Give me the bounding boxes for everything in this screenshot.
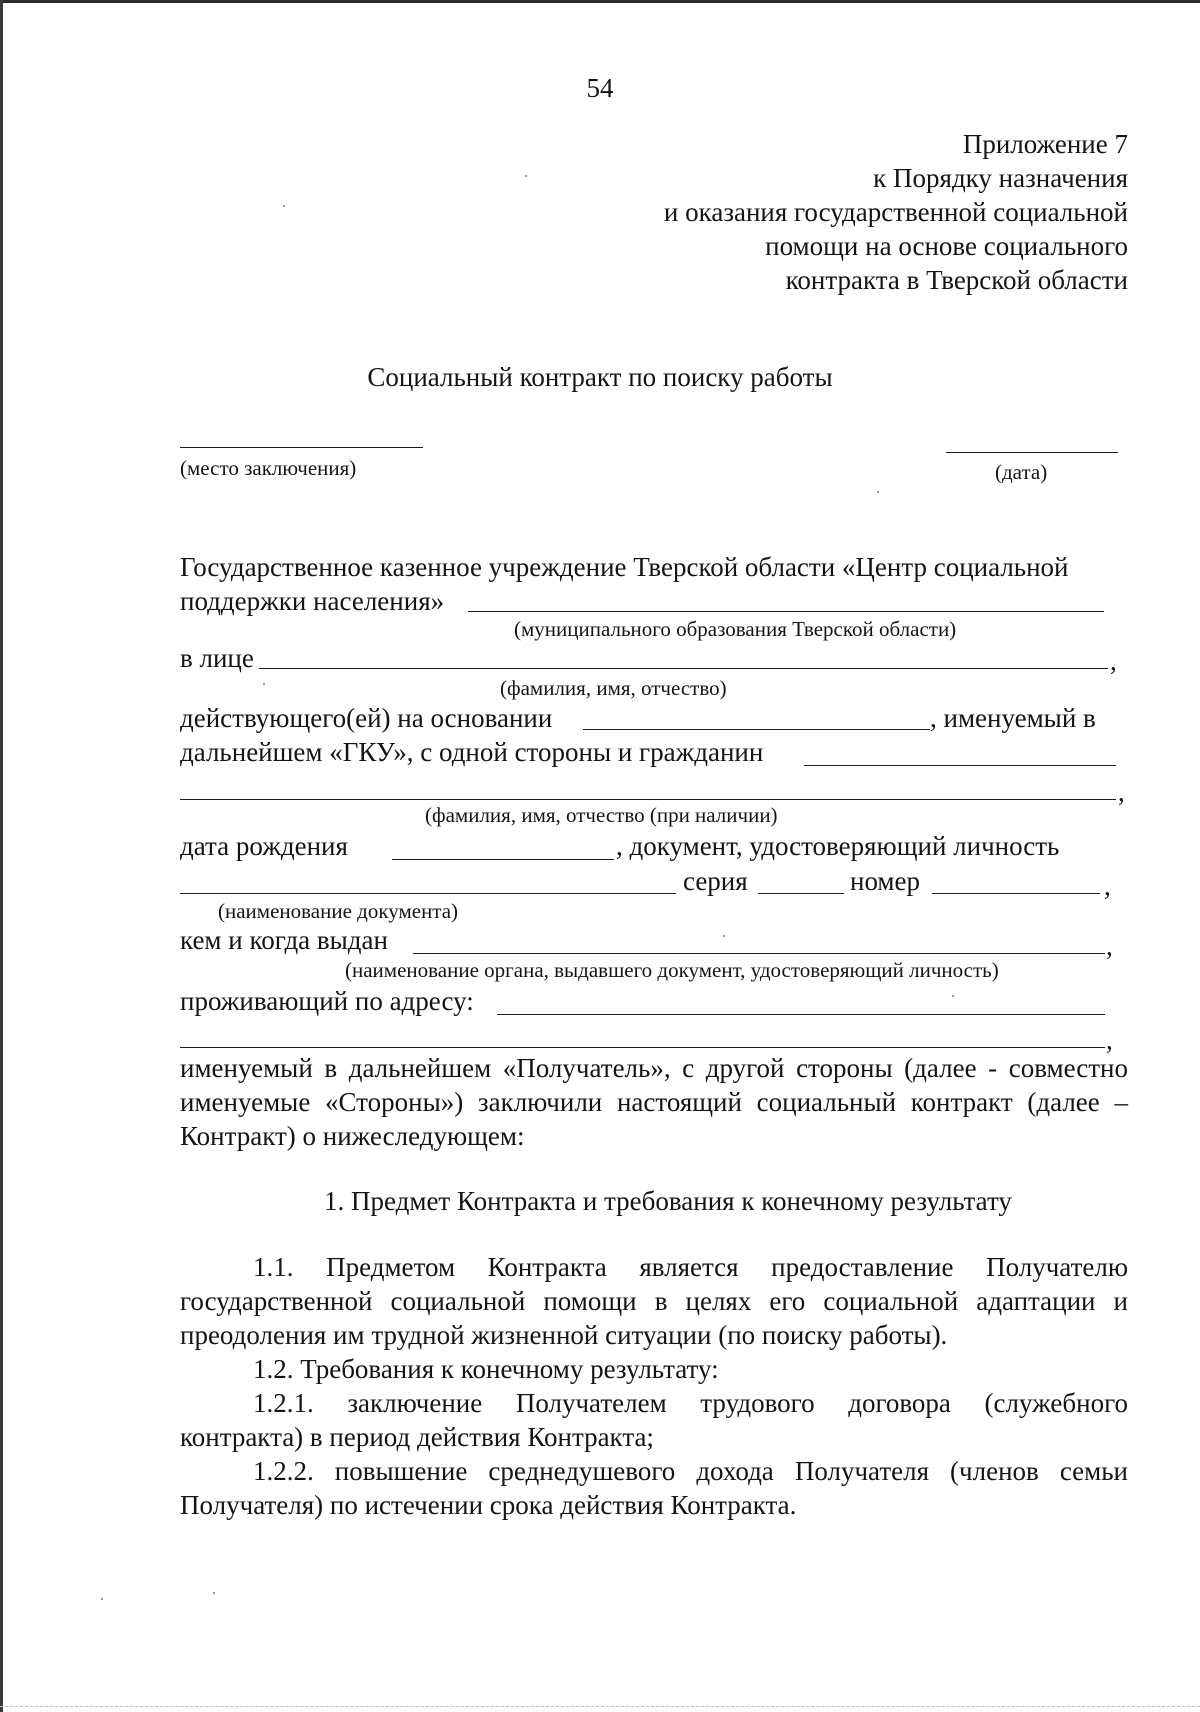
appendix-line-5: контракта в Тверской области [785, 265, 1128, 295]
hint-municipality: (муниципального образования Тверской области) [514, 617, 957, 641]
document-name-blank [180, 893, 676, 894]
p1-2-1-line-2: контракта) в период действия Контракта; [180, 1422, 654, 1452]
acting-basis-label: действующего(ей) на основании [180, 703, 553, 733]
intro-line-1: именуемый в дальнейшем «Получатель», с другой стороны (далее - совместно [180, 1053, 1128, 1083]
citizen-blank [804, 765, 1116, 766]
named-label: , именуемый в [930, 703, 1096, 733]
address-blank [497, 1014, 1105, 1015]
scan-speck [952, 995, 954, 997]
comma: , [1106, 931, 1113, 961]
document-title: Социальный контракт по поиску работы [367, 362, 833, 392]
birth-date-label: дата рождения [180, 831, 348, 861]
p1-2-1-line-1: 1.2.1. заключение Получателем трудового договора (служебного [253, 1388, 1128, 1418]
page-number: 54 [586, 73, 614, 103]
scan-edge-bottom [0, 1706, 1200, 1707]
place-blank [180, 447, 423, 448]
appendix-line-2: к Порядку назначения [873, 163, 1128, 193]
municipality-blank [468, 611, 1104, 612]
hint-fio: (фамилия, имя, отчество) [500, 676, 727, 700]
number-blank [932, 893, 1100, 894]
issued-by-blank [413, 953, 1105, 954]
scan-edge-left [0, 0, 3, 1712]
address-label: проживающий по адресу: [180, 986, 474, 1016]
series-label: серия [683, 866, 748, 896]
address-blank-2 [180, 1047, 1105, 1048]
citizen-name-blank [180, 799, 1116, 800]
number-label: номер [850, 866, 921, 896]
scan-speck [877, 491, 879, 493]
appendix-line-4: помощи на основе социального [765, 231, 1128, 261]
scan-speck [213, 1592, 215, 1594]
comma: , [1106, 1025, 1113, 1055]
scan-speck [723, 935, 725, 937]
scan-speck [263, 683, 265, 685]
series-blank [758, 893, 844, 894]
basis-blank [583, 729, 930, 730]
org-line-2: поддержки населения» [180, 586, 445, 616]
document-id-label: , документ, удостоверяющий личность [616, 831, 1060, 861]
p1-1-line-3: преодоления им трудной жизненной ситуации (по поиску работы). [180, 1320, 948, 1350]
comma: , [1104, 871, 1111, 901]
date-blank [946, 452, 1118, 453]
hint-document: (наименование документа) [218, 899, 459, 923]
p1-1-line-1: 1.1. Предметом Контракта является предоставление Получателю [253, 1252, 1128, 1282]
appendix-line-1: Приложение 7 [962, 129, 1128, 159]
birth-date-blank [392, 859, 614, 860]
gku-citizen-label: дальнейшем «ГКУ», с одной стороны и гражданин [180, 737, 764, 767]
represented-label: в лице [180, 643, 254, 673]
appendix-line-3: и оказания государственной социальной [663, 197, 1128, 227]
scan-speck [525, 175, 527, 177]
p1-2-2-line-1: 1.2.2. повышение среднедушевого дохода Получателя (членов семьи [253, 1456, 1128, 1486]
place-label: (место заключения) [180, 456, 357, 480]
intro-line-2: именуемые «Стороны») заключили настоящий социальный контракт (далее – [180, 1087, 1128, 1117]
comma: , [1118, 777, 1125, 807]
section-1-title: 1. Предмет Контракта и требования к конечному результату [324, 1186, 1012, 1216]
issued-by-label: кем и когда выдан [180, 925, 388, 955]
p1-2: 1.2. Требования к конечному результату: [253, 1354, 719, 1384]
representative-blank [259, 668, 1108, 669]
scan-speck [283, 205, 285, 207]
intro-line-3: Контракт) о нижеследующем: [180, 1121, 525, 1151]
p1-2-2-line-2: Получателя) по истечении срока действия Контракта. [180, 1490, 797, 1520]
p1-1-line-2: государственной социальной помощи в целях его социальной адаптации и [180, 1286, 1128, 1316]
hint-issuer: (наименование органа, выдавшего документ, удостоверяющий личность) [345, 958, 999, 982]
comma: , [1110, 646, 1117, 676]
scan-edge-top [0, 0, 1200, 3]
date-label: (дата) [995, 460, 1048, 484]
scan-speck [101, 1598, 103, 1600]
hint-fio-optional: (фамилия, имя, отчество (при наличии) [425, 803, 778, 827]
org-line-1: Государственное казенное учреждение Тверской области «Центр социальной [180, 552, 1069, 582]
